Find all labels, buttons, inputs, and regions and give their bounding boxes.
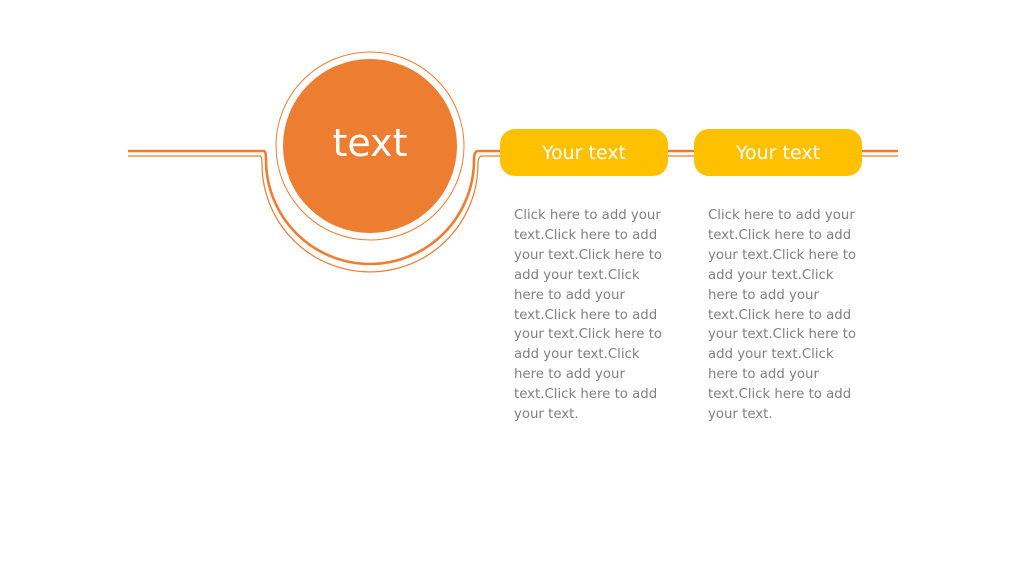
center-circle xyxy=(283,59,457,233)
item-title-2[interactable]: Your text xyxy=(735,141,821,164)
item-title-1[interactable]: Your text xyxy=(541,141,627,164)
center-circle-label[interactable]: text xyxy=(332,121,408,165)
item-title-box-2 xyxy=(694,129,862,176)
item-body-text-2[interactable]: Click here to add your text.Click here to add your text.Click here to add your text.Click here to add your text.Click here to add your text.Click here to add your text.Click here to add your text.Click here to add your text. xyxy=(708,208,857,423)
item-body-text-1[interactable]: Click here to add your text.Click here to add your text.Click here to add your text.Click here to add your text.Click here to add your text.Click here to add your text.Click here to add your text.Click here to add your text. xyxy=(514,208,663,423)
item-title-box-1 xyxy=(500,129,668,176)
